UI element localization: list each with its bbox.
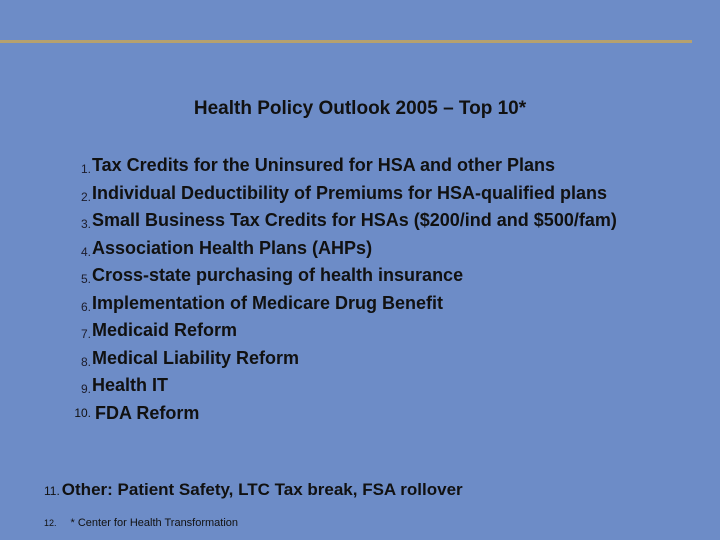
list-item bbox=[44, 374, 704, 396]
item-text: Cross-state purchasing of health insurance bbox=[92, 265, 464, 285]
item-number: 2. bbox=[80, 189, 91, 204]
item-number: 7. bbox=[80, 327, 91, 341]
item-text: Medical Liability Reform bbox=[92, 347, 300, 368]
item-number: 4. bbox=[80, 244, 91, 259]
item-number: 12. bbox=[44, 518, 57, 528]
item-number: 1. bbox=[80, 162, 91, 176]
list-item bbox=[44, 182, 704, 204]
item-text: Individual Deductibility of Premiums for HSA-qualified plans bbox=[92, 182, 608, 203]
item-number: 10. bbox=[74, 405, 91, 420]
item-number: 11. bbox=[44, 484, 60, 498]
item-number: 6. bbox=[80, 299, 91, 314]
item-text: FDA Reform bbox=[95, 402, 200, 423]
item-text: Implementation of Medicare Drug Benefit bbox=[92, 292, 444, 313]
item-number: 8. bbox=[80, 354, 91, 369]
item-text: Medicaid Reform bbox=[92, 320, 238, 340]
item-text: Small Business Tax Credits for HSAs ($200/ind and $500/fam) bbox=[92, 210, 617, 230]
list-item bbox=[44, 209, 704, 231]
item-number: 3. bbox=[80, 217, 91, 231]
item-number: 5. bbox=[80, 272, 91, 286]
list-item bbox=[44, 237, 704, 259]
item-text: Other: Patient Safety, LTC Tax break, FSA rollover bbox=[61, 480, 463, 499]
list-item bbox=[44, 319, 704, 341]
list-item bbox=[44, 347, 704, 369]
item-text: Association Health Plans (AHPs) bbox=[92, 237, 373, 258]
item-text: Tax Credits for the Uninsured for HSA and other Plans bbox=[92, 155, 556, 175]
divider-line bbox=[0, 40, 692, 43]
list-item bbox=[44, 292, 704, 314]
slide-title: Health Policy Outlook 2005 – Top 10* bbox=[193, 98, 527, 119]
other-item bbox=[44, 480, 704, 500]
item-number: 9. bbox=[80, 382, 91, 396]
footnote-text: * Center for Health Transformation bbox=[70, 517, 239, 529]
list-item bbox=[44, 264, 704, 286]
item-text: Health IT bbox=[92, 375, 169, 395]
list-item bbox=[44, 402, 704, 424]
footnote bbox=[44, 517, 238, 529]
list-item bbox=[44, 154, 704, 176]
top-10-list bbox=[44, 154, 704, 429]
